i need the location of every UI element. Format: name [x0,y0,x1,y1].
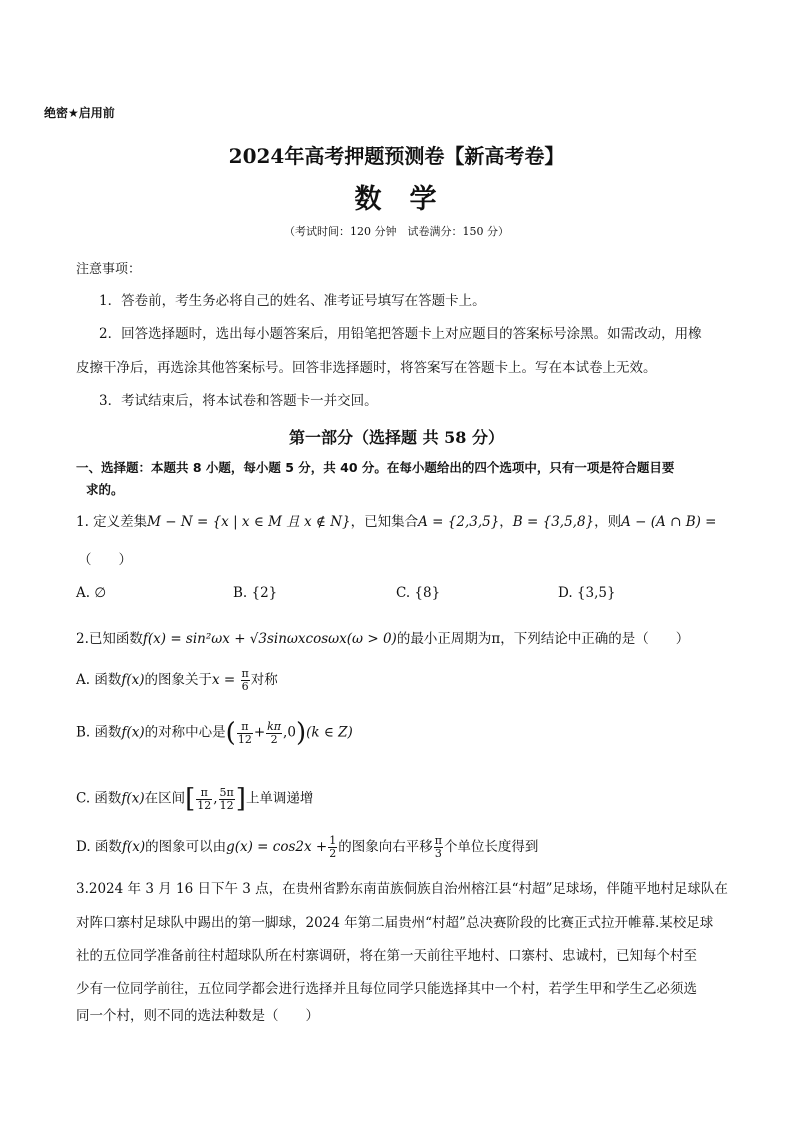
q2a-suffix: 对称 [250,672,278,688]
q2-prefix: 2.已知函数 [76,631,143,647]
q1-option-b: B. {2} [233,585,278,601]
q1-option-c: C. {8} [396,585,441,601]
q2b-den1: 12 [237,732,252,746]
q2b-den2: 2 [270,732,278,746]
q2-option-d [76,835,538,860]
note-item-1: 1．答卷前，考生务必将自己的姓名、准考证号填写在答题卡上。 [99,293,486,309]
q2d-mid: 的图象可以由 [145,839,227,855]
q1-prefix: 1. 定义差集 [76,514,148,530]
q2b-num1: π [237,721,253,734]
q2a-x: x = [212,672,236,688]
q2d-den1: 2 [329,847,337,860]
q1-answer-paren: （ ） [78,552,132,568]
q2a-num: π [241,667,249,680]
q2c-num2: 5π [219,785,234,799]
q2b-mid: 的对称中心是 [144,724,226,741]
note-item-2-line-1: 2．回答选择题时，选出每小题答案后，用铅笔把答题卡上对应题目的答案标号涂黑。如需改动，用橡 [99,326,702,342]
q2a-mid: 的图象关于 [144,672,212,688]
q2b-fx: f(x) [121,724,145,741]
section1-instruction-line-1: 一、选择题：本题共 8 小题，每小题 5 分，共 40 分。在每小题给出的四个选项中，只有一项是符合题目要 [76,460,675,475]
q3-line-1: 3.2024 年 3 月 16 日下午 3 点，在贵州省黔东南苗族侗族自治州榕江县“村超”足球场，伴随平地村足球队在 [76,881,728,897]
question-2-stem [76,627,689,647]
q2c-den2: 12 [219,798,234,812]
q2b-open-paren: ( [225,718,236,748]
q2b-fraction-2 [266,721,282,746]
note-item-3: 3．考试结束后，将本试卷和答题卡一并交回。 [99,393,378,409]
q3-line-2: 对阵口寨村足球队中踢出的第一脚球，2024 年第二届贵州“村超”总决赛阶段的比赛正式拉开帷幕.某校足球 [76,915,714,931]
exam-info: （考试时间：120 分钟 试卷满分：150 分） [284,225,509,238]
q2b-prefix: B. 函数 [76,724,122,741]
section1-instruction-line-2: 求的。 [86,482,124,497]
q2d-suffix: 个单位长度得到 [443,839,539,855]
q2-option-b [76,718,353,748]
q2c-suffix: 上单调递增 [245,790,314,807]
q2d-gx: g(x) = cos2x + [226,839,328,855]
q2-option-c: C. 函数f(x)在区间[ $\frac{\pi}{12}$ , $\frac{5\pi}{12}$ ]上单调递增 [76,784,314,814]
q1-then: ，则 [594,514,622,530]
q1-set-b: B = {3,5,8} [512,514,595,530]
q2c-prefix: C. 函数 [76,790,122,807]
question-1-stem [76,510,716,530]
q1-option-a: A. ∅ [76,585,107,601]
q2a-prefix: A. 函数 [76,672,122,688]
q2-option-a [76,668,278,693]
q2b-k: (k ∈ Z) [306,724,353,741]
q2a-fraction [241,668,250,693]
q2b-plus: + [253,724,266,741]
q1-option-d: D. {3,5} [558,585,616,601]
part1-heading: 第一部分（选择题 共 58 分） [289,428,504,447]
q2d-fraction-1 [328,835,337,860]
subject-title [0,177,793,216]
q2b-tail: ,0 [283,724,296,741]
q1-mid: ，已知集合 [350,514,419,530]
q2a-den: 6 [241,680,249,693]
q2c-fx: f(x) [121,790,145,807]
q2c-mid: 在区间 [144,790,186,807]
q2c-num1: π [196,787,212,800]
note-item-2-line-2: 皮擦干净后，再选涂其他答案标号。回答非选择题时，将答案写在答题卡上。写在本试卷上无效。 [76,360,657,376]
q2d-fraction-2 [434,835,443,860]
q2c-fraction-1 [196,787,212,812]
q2d-num1: 1 [329,834,337,847]
q1-comma: ， [499,514,513,530]
q2d-prefix: D. 函数 [76,839,122,855]
q2b-close-paren: ) [295,718,307,748]
q2a-fx: f(x) [121,672,145,688]
subject-char-1: 数 [354,184,384,215]
q3-line-5: 同一个村，则不同的选法种数是（ ） [76,1008,319,1024]
q2-suffix: 的最小正周期为π，下列结论中正确的是（ ） [396,631,690,647]
q2c-open-bracket: [ [185,784,196,814]
q3-line-4: 少有一位同学前往，五位同学都会进行选择并且每位同学只能选择其中一个村，若学生甲和学生乙必须选 [76,981,697,997]
q2d-fx: f(x) [121,839,146,855]
q3-line-3: 社的五位同学准备前往村超球队所在村寨调研，将在第一天前往平地村、口寨村、忠诚村，已知每个村至 [76,948,697,964]
q2d-den2: 3 [434,847,442,860]
subject-char-2: 学 [409,184,439,215]
q2-function: f(x) = sin²ωx + √3sinωxcosωx(ω > 0) [142,631,397,647]
q2c-close-bracket: ] [235,784,246,814]
notes-heading: 注意事项： [76,262,142,277]
q1-set-a: A = {2,3,5} [418,514,500,530]
q1-expression: A − (A ∩ B) = [621,514,717,530]
q2d-num2: π [434,834,442,847]
q2c-den1: 12 [197,798,212,812]
q1-definition: M − N = {x | x ∈ M 且 x ∉ N} [147,514,351,530]
confidential-label: 绝密★启用前 [44,106,115,120]
q2b-num2: kπ [267,719,282,733]
exam-title: 2024年高考押题预测卷【新高考卷】 [228,144,565,168]
q2c-fraction-2 [219,787,235,812]
q2b-fraction-1 [237,721,253,746]
q2d-mid2: 的图象向右平移 [338,839,433,855]
